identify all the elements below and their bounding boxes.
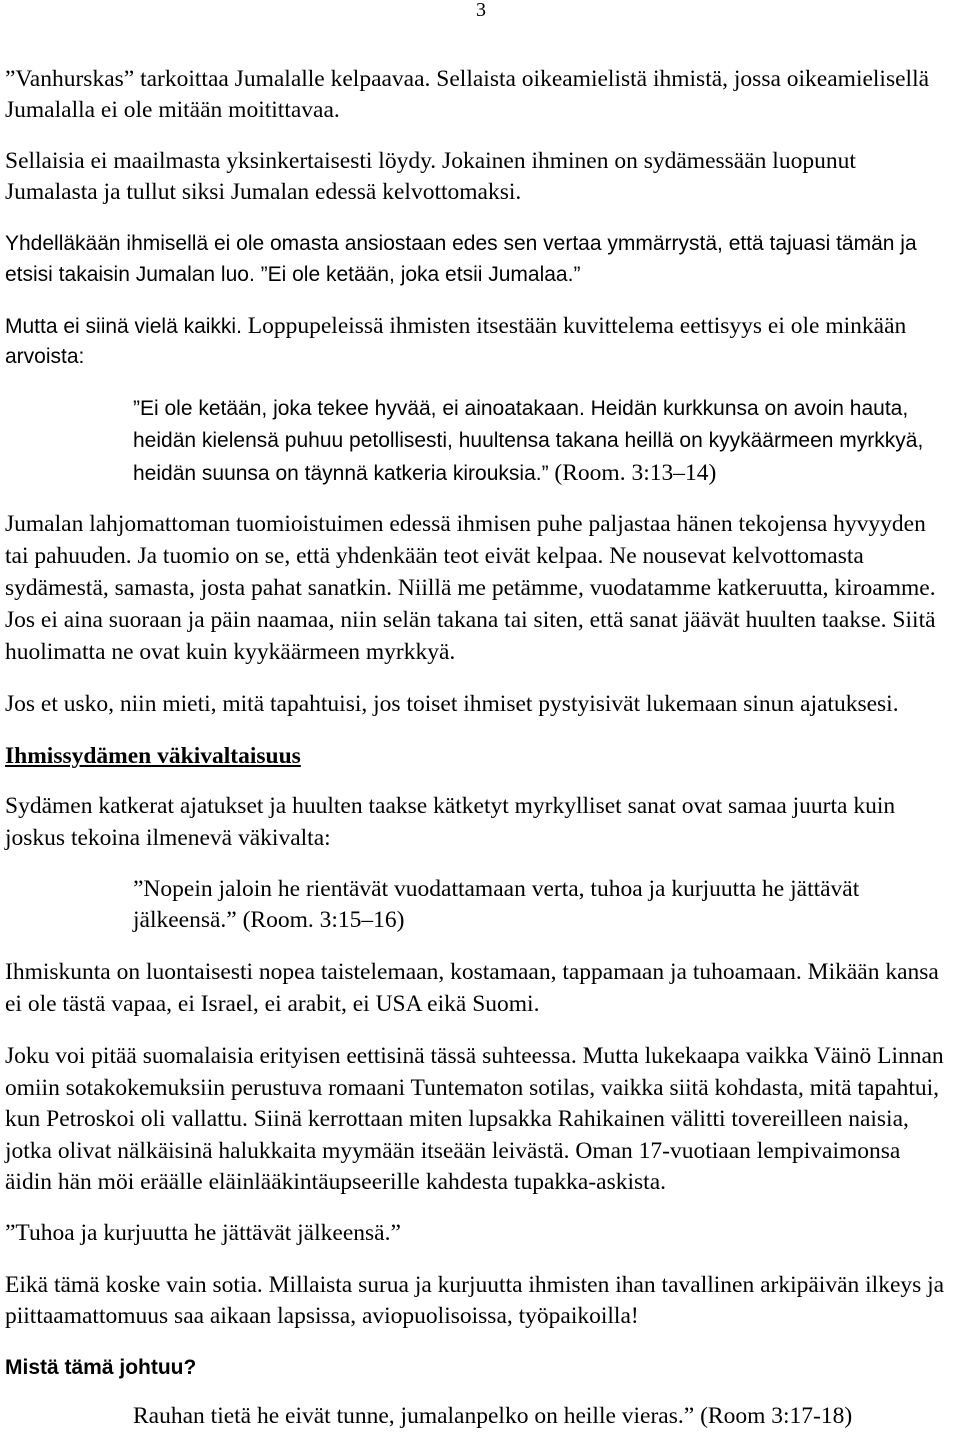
text-line: ”Vanhurskas” tarkoittaa Jumalalle kelpaavaa. Sellaista oikeamielistä ihmistä, jossa oikeamielisellä [5,66,930,92]
text-line: ”Tuhoa ja kurjuutta he jättävät jälkeensä.” [5,1220,401,1246]
page-number: 3 [476,0,486,21]
text-line: Ihmiskunta on luontaisesti nopea taistelemaan, kostamaan, tappamaan ja tuhoamaan. Mikään kansa [5,959,939,985]
text-line: etsisi takaisin Jumalan luo. ”Ei ole ketään, joka etsii Jumalaa.” [5,263,581,286]
quote-line: ”Ei ole ketään, joka tekee hyvää, ei ainoatakaan. Heidän kurkkunsa on avoin hauta, [133,397,909,420]
quote-line [133,457,716,489]
bible-reference: (Room. 3:13–14) [554,460,717,486]
text-run: Mutta ei siinä vielä kaikki. [5,315,248,338]
text-line: omiin sotakokemuksiin perustuva romaani Tuntematon sotilas, vaikka siitä kohdasta, mitä tapahtui, [5,1075,939,1101]
text-line: Sellaisia ei maailmasta yksinkertaisesti löydy. Jokainen ihminen on sydämessään luopunut [5,148,856,174]
text-line: Jumalasta ja tullut siksi Jumalan edessä kelvottomaksi. [5,179,522,205]
question-heading: Mistä tämä johtuu? [5,1356,197,1379]
text-line: Yhdelläkään ihmisellä ei ole omasta ansiostaan edes sen vertaa ymmärrystä, että tajuasi tämän ja [5,232,917,255]
text-line: Jumalalla ei ole mitään moitittavaa. [5,97,340,123]
quote-line: heidän kielensä puhuu petollisesti, huultensa takana heillä on kyykäärmeen myrkkyä, [133,429,924,452]
text-run: Loppupeleissä ihmisten itsestään kuvittelema eettisyys ei ole minkään [247,313,907,339]
text-line: piittaamattomuus saa aikaan lapsissa, aviopuolisoissa, työpaikoilla! [5,1303,639,1329]
text-line: Jos ei aina suoraan ja päin naamaa, niin selän takana tai siten, että sanat jäävät huulten taakse. Siitä [5,607,936,633]
text-line: ei ole tästä vapaa, ei Israel, ei arabit, ei USA eikä Suomi. [5,991,540,1017]
text-line: kun Petroskoi oli vallattu. Siinä kerrottaan miten lupsakka Rahikainen välitti tovereilleen naisia, [5,1106,909,1132]
text-line: tai pahuuden. Ja tuomio on se, että yhdenkään teot eivät kelpaa. Ne nousevat kelvottomasta [5,543,864,569]
text-line: Sydämen katkerat ajatukset ja huulten taakse kätketyt myrkylliset sanat ovat samaa juurta kuin [5,793,896,819]
text-line: sydämestä, samasta, josta pahat sanatkin. Niillä me petämme, vuodatamme katkeruutta, kiroamme. [5,575,936,601]
text-line: Jumalan lahjomattoman tuomioistuimen edessä ihmisen puhe paljastaa hänen tekojensa hyvyyden [5,511,926,537]
section-heading: Ihmissydämen väkivaltaisuus [5,743,301,769]
text-line: huolimatta ne ovat kuin kyykäärmeen myrkkyä. [5,639,456,665]
text-line: Joku voi pitää suomalaisia erityisen eettisinä tässä suhteessa. Mutta lukekaapa vaikka Väinö Linnan [5,1043,944,1069]
text-line: arvoista: [5,345,85,368]
text-line: Jos et usko, niin mieti, mitä tapahtuisi, jos toiset ihmiset pystyisivät lukemaan sinun ajatuksesi. [5,691,899,717]
text-line [5,310,906,342]
text-line: jotka olivat nälkäisinä halukkaita myymään itseään leivästä. Oman 17-vuotiaan lempivaimonsa [5,1138,901,1164]
text-run: heidän suunsa on täynnä katkeria kirouksia.” [133,462,555,485]
block-quote: Rauhan tietä he eivät tunne, jumalanpelko on heille vieras.” (Room 3:17-18) [133,1403,853,1429]
text-line: Eikä tämä koske vain sotia. Millaista surua ja kurjuutta ihmisten ihan tavallinen arkipäivän ilkeys ja [5,1272,945,1298]
quote-line: jälkeensä.” (Room. 3:15–16) [133,907,405,933]
text-line: äidin hän möi eräälle eläinlääkintäupseerille kahdesta tupakka-askista. [5,1169,666,1195]
quote-line: ”Nopein jaloin he rientävät vuodattamaan verta, tuhoa ja kurjuutta he jättävät [133,876,860,902]
text-line: joskus tekoina ilmenevä väkivalta: [5,825,331,851]
